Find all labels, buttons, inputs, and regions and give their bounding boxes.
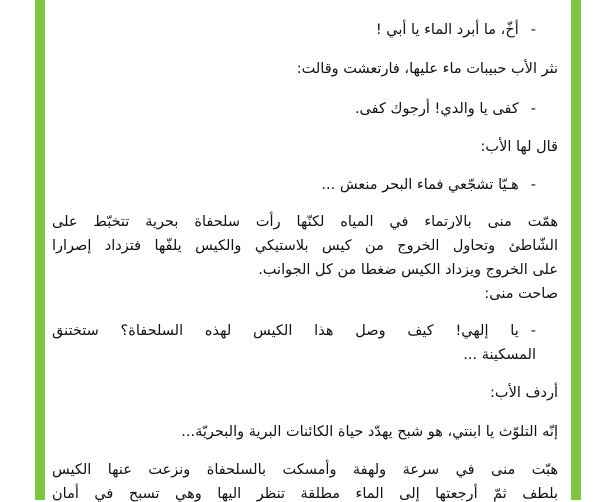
- narration-line: أردف الأب:: [490, 385, 558, 401]
- narration-line: على الخروج ويزداد الكيس ضغطا من كل الجوانب.: [258, 262, 558, 278]
- dialog-line: [52, 22, 536, 38]
- page-border-left: [35, 0, 45, 500]
- dialog-line: [52, 177, 536, 193]
- dialog-dash: -: [530, 323, 536, 339]
- dialog-line: [52, 101, 536, 117]
- dialog-continuation: المسكينة ...: [463, 347, 536, 363]
- dialog-line: [52, 323, 536, 339]
- narration-line: هبّت منى في سرعة ولهفة وأمسكت بالسلحفاة ونزعت عنها الكيس: [52, 462, 558, 478]
- dialog-dash: -: [530, 22, 536, 38]
- dialog-text: يا إلهي! كيف وصل هذا الكيس لهذه السلحفاة؟ ستختنق: [52, 323, 519, 339]
- story-page: [52, 0, 558, 500]
- dialog-text: كفى يا والدي! أرجوك كفى.: [354, 101, 519, 117]
- cut-off-text-fragment: [518, 0, 558, 4]
- dialog-dash: -: [530, 177, 536, 193]
- narration-line: همّت منى بالارتماء في المياه لكنّها رأت سلحفاة بحرية تتخبّط على: [52, 214, 558, 230]
- narration-line: بلطف ثمّ أرجعتها إلى الماء مطلقة تنظر اليها وهي تسبح في أمان: [52, 486, 558, 502]
- narration-line: نثر الأب حبيبات ماء عليها، فارتعشت وقالت:: [296, 61, 558, 77]
- dialog-dash: -: [530, 101, 536, 117]
- narration-line: قال لها الأب:: [480, 139, 558, 155]
- dialog-text: أخّ، ما أبرد الماء يا أبي !: [375, 22, 519, 38]
- narration-line: صاحت منى:: [484, 286, 558, 302]
- dialog-text: هـيّا تشجّعي فماء البحر منعش ...: [321, 177, 519, 193]
- narration-line: إنّه التلوّث يا ابنتي، هو شبح يهدّد حياة الكائنات البرية والبحريّة...: [181, 424, 558, 440]
- narration-line: الشّاطئ وتحاول الخروج من كيس بلاستيكي والكيس يلفّها فتزداد إصرارا: [52, 238, 558, 254]
- page-border-right: [571, 0, 581, 500]
